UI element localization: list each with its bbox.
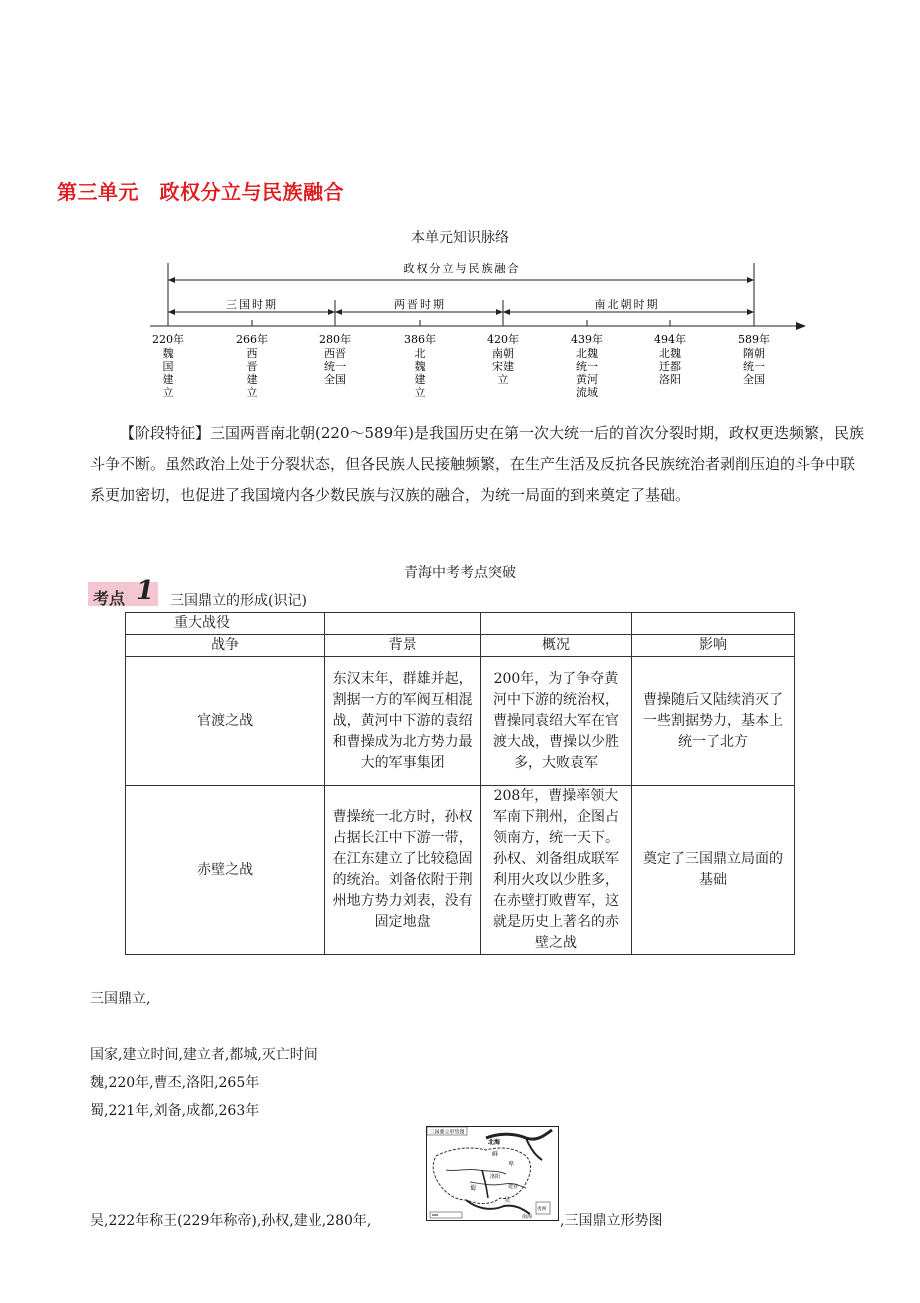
period-label-liangjin: 两晋时期 xyxy=(394,298,446,311)
cell-war: 官渡之战 xyxy=(126,657,325,786)
unit-title: 第三单元 政权分立与民族融合 xyxy=(57,180,344,204)
kaodian-label: 考点 xyxy=(93,589,126,608)
timeline-event-text: 黄河 xyxy=(576,373,598,386)
three-kingdoms-map-image xyxy=(426,1126,559,1221)
cell-background: 东汉末年，群雄并起，割据一方的军阀互相混战，黄河中下游的袁绍和曹操成为北方势力最大的军事集团 xyxy=(325,657,481,786)
timeline-event-text: 全国 xyxy=(743,373,765,386)
cell-background: 曹操统一北方时，孙权占据长江中下游一带，在江东建立了比较稳固的统治。刘备依附于荆州地方势力刘表，没有固定地盘 xyxy=(325,786,481,955)
timeline-event-text: 流域 xyxy=(576,386,598,399)
timeline-event-text: 洛阳 xyxy=(659,373,681,386)
unit-timeline xyxy=(0,250,920,410)
map-label-yizhou: 夷洲 xyxy=(537,1207,546,1212)
timeline-event-text: 宋建 xyxy=(492,360,514,373)
timeline-event-text: 北魏 xyxy=(659,347,681,360)
timeline-year: 494年 xyxy=(654,333,686,346)
group-empty-cell xyxy=(480,613,631,635)
map-caption: ,三国鼎立形势图 xyxy=(560,1213,663,1229)
map-label-xian: 鲜 xyxy=(492,1151,499,1158)
timeline-event-text: 立 xyxy=(414,386,426,399)
kingdom-wei: 魏,220年,曹丕,洛阳,265年 xyxy=(90,1075,260,1091)
cell-impact: 曹操随后又陆续消灭了一些割据势力，基本上统一了北方 xyxy=(631,657,794,786)
stage-feature-paragraph: 【阶段特征】三国两晋南北朝(220～589年)是我国历史在第一次大统一后的首次分裂时期，政权更迭频繁，民族斗争不断。虽然政治上处于分裂状态，但各民族人民接触频繁，在生产生活及反抗各民族统治者剥削压迫的斗争中联系更加密切，也促进了我国境内各少数民族与汉族的融合，为统一局面的到来奠定了基础。 xyxy=(90,424,864,504)
cell-impact: 奠定了三国鼎立局面的基础 xyxy=(631,786,794,955)
timeline-year: 439年 xyxy=(571,333,603,346)
cell-overview: 208年，曹操率领大军南下荆州，企图占领南方，统一天下。孙权、刘备组成联军利用火攻以少胜多，在赤壁打败曹军，这就是历史上著名的赤壁之战 xyxy=(480,786,631,955)
map-label-shu: 蜀 xyxy=(470,1185,477,1192)
timeline-event-text: 统一 xyxy=(324,360,346,373)
timeline-event-text: 北 xyxy=(414,347,426,360)
timeline-event-text: 魏 xyxy=(414,360,426,373)
timeline-event-text: 统一 xyxy=(743,360,765,373)
section-title: 青海中考考点突破 xyxy=(404,565,516,581)
timeline-event-text: 建 xyxy=(414,373,426,386)
timeline-title: 本单元知识脉络 xyxy=(411,230,509,246)
map-title: 三国鼎立形势图 xyxy=(429,1129,465,1136)
timeline-event-text: 迁都 xyxy=(659,360,681,373)
timeline-overall-label: 政权分立与民族融合 xyxy=(403,262,521,275)
timeline-event-text: 立 xyxy=(162,386,174,399)
timeline-event-text: 北魏 xyxy=(576,347,598,360)
header-war: 战争 xyxy=(126,635,325,657)
kaodian-title: 三国鼎立的形成(识记) xyxy=(170,593,307,609)
three-kingdoms-heading: 三国鼎立, xyxy=(90,991,151,1007)
timeline-event-text: 南朝 xyxy=(492,347,514,360)
cell-overview: 200年，为了争夺黄河中下游的统治权，曹操同袁绍大军在官渡大战，曹操以少胜多，大败袁军 xyxy=(480,657,631,786)
map-label-beihai: 北海 xyxy=(488,1139,501,1146)
timeline-event-text: 统一 xyxy=(576,360,598,373)
header-impact: 影响 xyxy=(631,635,794,657)
group-header-cell: 重大战役 xyxy=(126,613,325,635)
map-label-wu: 吴 xyxy=(504,1197,511,1204)
timeline-year: 420年 xyxy=(487,333,519,346)
table-group-header-row xyxy=(126,613,795,635)
timeline-event-text: 建 xyxy=(246,373,258,386)
period-label-sanguo: 三国时期 xyxy=(226,298,278,311)
map-label-jianye: 建业 xyxy=(508,1184,519,1190)
timeline-event-text: 国 xyxy=(162,360,174,373)
timeline-event-text: 立 xyxy=(246,386,258,399)
timeline-event-text: 建 xyxy=(162,373,174,386)
kingdom-wu: 吴,222年称王(229年称帝),孙权,建业,280年, xyxy=(90,1213,372,1229)
group-empty-cell xyxy=(325,613,481,635)
cell-war: 赤壁之战 xyxy=(126,786,325,955)
map-label-bei: 卑 xyxy=(508,1161,515,1168)
map-label-nanhai: 南海 xyxy=(522,1214,533,1220)
timeline-event-text: 全国 xyxy=(324,373,346,386)
battle-table xyxy=(125,612,795,955)
kaodian-number: 1 xyxy=(136,576,155,606)
group-empty-cell xyxy=(631,613,794,635)
table-header-row xyxy=(126,635,795,657)
timeline-year: 386年 xyxy=(404,333,436,346)
table-row xyxy=(126,657,795,786)
timeline-year: 589年 xyxy=(738,333,770,346)
timeline-year: 280年 xyxy=(319,333,351,346)
timeline-event-text: 立 xyxy=(497,373,509,386)
kingdoms-columns: 国家,建立时间,建立者,都城,灭亡时间 xyxy=(90,1047,318,1063)
timeline-event-text: 西 xyxy=(246,347,258,360)
timeline-event-text: 西晋 xyxy=(324,347,346,360)
kingdom-shu: 蜀,221年,刘备,成都,263年 xyxy=(90,1103,260,1119)
timeline-year: 266年 xyxy=(236,333,268,346)
timeline-event-text: 隋朝 xyxy=(743,347,765,360)
table-row xyxy=(126,786,795,955)
header-background: 背景 xyxy=(325,635,481,657)
map-label-luoyang: 洛阳 xyxy=(490,1174,501,1180)
timeline-event-text: 晋 xyxy=(246,360,258,373)
timeline-event-text: 魏 xyxy=(162,347,174,360)
timeline-year: 220年 xyxy=(152,333,184,346)
period-label-nanbeichao: 南北朝时期 xyxy=(594,298,660,311)
header-overview: 概况 xyxy=(480,635,631,657)
